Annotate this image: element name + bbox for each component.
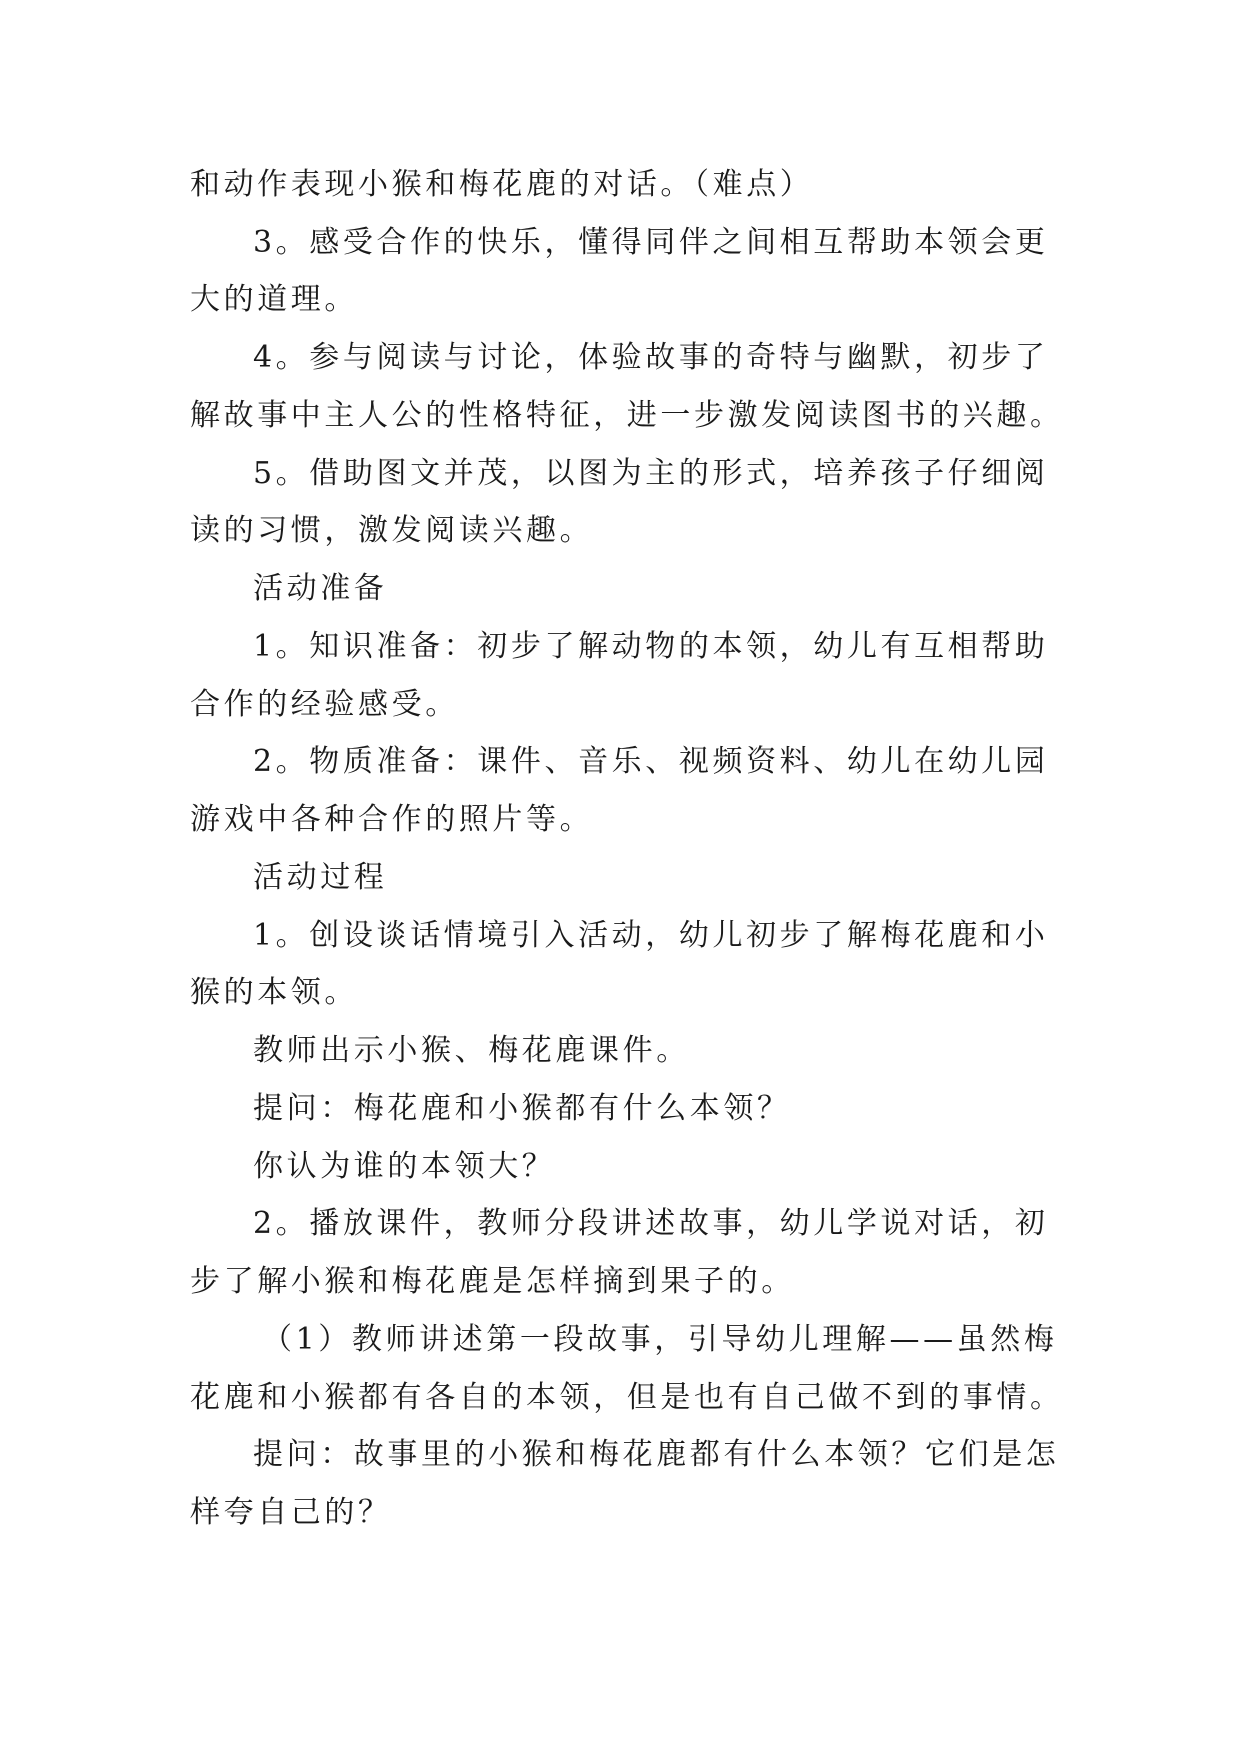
text-line: 2。播放课件，教师分段讲述故事，幼儿学说对话，初 bbox=[253, 1206, 1049, 1241]
text-line: 读的习惯，激发阅读兴趣。 bbox=[190, 513, 594, 548]
text-line: 2。物质准备：课件、音乐、视频资料、幼儿在幼儿园 bbox=[253, 744, 1049, 779]
text-line: 步了解小猴和梅花鹿是怎样摘到果子的。 bbox=[190, 1264, 795, 1299]
text-line: 5。借助图文并茂，以图为主的形式，培养孩子仔细阅 bbox=[253, 456, 1049, 491]
text-line: 和动作表现小猴和梅花鹿的对话。（难点） bbox=[190, 167, 814, 202]
text-line: 你认为谁的本领大？ bbox=[253, 1149, 556, 1184]
text-line: 教师出示小猴、梅花鹿课件。 bbox=[253, 1033, 690, 1068]
text-line: 样夸自己的？ bbox=[190, 1495, 392, 1530]
text-line: 提问：梅花鹿和小猴都有什么本领？ bbox=[253, 1091, 791, 1126]
text-line: 合作的经验感受。 bbox=[190, 687, 459, 722]
section-heading: 活动准备 bbox=[253, 571, 388, 606]
text-line: 大的道理。 bbox=[190, 282, 358, 317]
text-line: 提问：故事里的小猴和梅花鹿都有什么本领？它们是怎 bbox=[253, 1437, 1060, 1472]
text-line: （1）教师讲述第一段故事，引导幼儿理解——虽然梅 bbox=[262, 1322, 1058, 1357]
text-line: 解故事中主人公的性格特征，进一步激发阅读图书的兴趣。 bbox=[190, 398, 1064, 433]
text-line: 3。感受合作的快乐，懂得同伴之间相互帮助本领会更 bbox=[253, 225, 1049, 260]
text-line: 1。知识准备：初步了解动物的本领，幼儿有互相帮助 bbox=[253, 629, 1049, 664]
text-line: 游戏中各种合作的照片等。 bbox=[190, 802, 594, 837]
section-heading: 活动过程 bbox=[253, 860, 388, 895]
text-line: 花鹿和小猴都有各自的本领，但是也有自己做不到的事情。 bbox=[190, 1380, 1064, 1415]
text-line: 猴的本领。 bbox=[190, 975, 358, 1010]
text-line: 1。创设谈话情境引入活动，幼儿初步了解梅花鹿和小 bbox=[253, 918, 1049, 953]
text-line: 4。参与阅读与讨论，体验故事的奇特与幽默，初步了 bbox=[253, 340, 1049, 375]
